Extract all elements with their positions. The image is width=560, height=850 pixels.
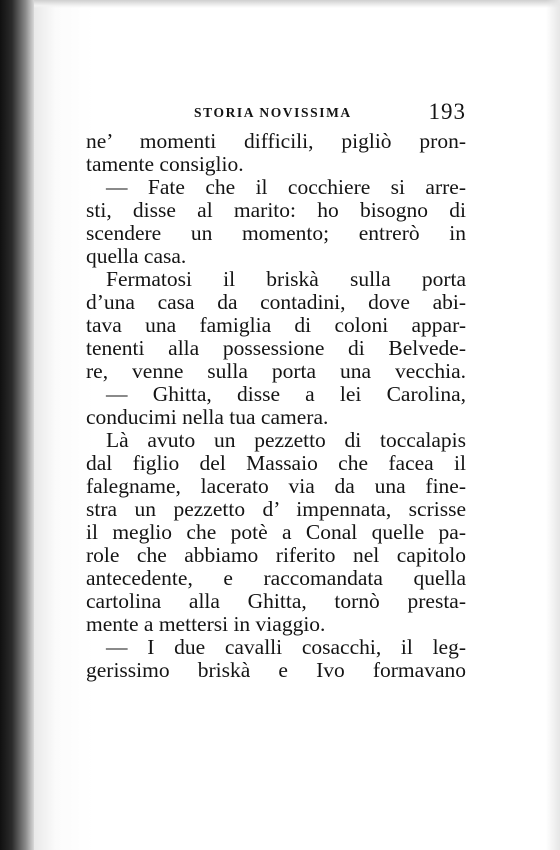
text-line: — I due cavalli cosacchi, il leg- bbox=[106, 635, 466, 659]
text-line: dal figlio del Massaio che facea il bbox=[86, 451, 466, 475]
book-gutter bbox=[0, 0, 34, 850]
text-line: gerissimo briskà e Ivo formavano bbox=[86, 658, 466, 682]
body-text bbox=[86, 130, 466, 682]
text-line: sti, disse al marito: ho bisogno di bbox=[86, 198, 466, 222]
text-line: d’una casa da contadini, dove abi- bbox=[86, 290, 466, 314]
text-line: tamente consiglio. bbox=[86, 152, 244, 176]
text-line: tenenti alla possessione di Belvede- bbox=[86, 336, 466, 360]
page-top-edge bbox=[34, 0, 560, 8]
text-line: — Ghitta, disse a lei Carolina, bbox=[106, 382, 466, 406]
text-line: tava una famiglia di coloni appar- bbox=[86, 313, 466, 337]
text-line: scendere un momento; entrerò in bbox=[86, 221, 466, 245]
page-number: 193 bbox=[428, 99, 466, 124]
text-line: stra un pezzetto d’ impennata, scrisse bbox=[86, 497, 466, 521]
running-head: STORIA NOVISSIMA bbox=[194, 105, 352, 120]
text-line: cartolina alla Ghitta, tornò presta- bbox=[86, 589, 466, 613]
text-line: ne’ momenti difficili, pigliò pron- bbox=[86, 129, 466, 153]
text-line: antecedente, e raccomandata quella bbox=[86, 566, 466, 590]
text-line: — Fate che il cocchiere si arre- bbox=[106, 175, 466, 199]
text-line: Là avuto un pezzetto di toccalapis bbox=[106, 428, 466, 452]
text-line: mente a mettersi in viaggio. bbox=[86, 612, 326, 636]
text-line: quella casa. bbox=[86, 244, 187, 268]
text-line: conducimi nella tua camera. bbox=[86, 405, 329, 429]
page-header bbox=[86, 101, 466, 131]
text-line: il meglio che potè a Conal quelle pa- bbox=[86, 520, 466, 544]
text-line: Fermatosi il briskà sulla porta bbox=[106, 267, 466, 291]
text-line: falegname, lacerato via da una fine- bbox=[86, 474, 466, 498]
text-line: re, venne sulla porta una vecchia. bbox=[86, 359, 466, 383]
page-right-edge bbox=[546, 0, 560, 850]
text-line: role che abbiamo riferito nel capitolo bbox=[86, 543, 466, 567]
